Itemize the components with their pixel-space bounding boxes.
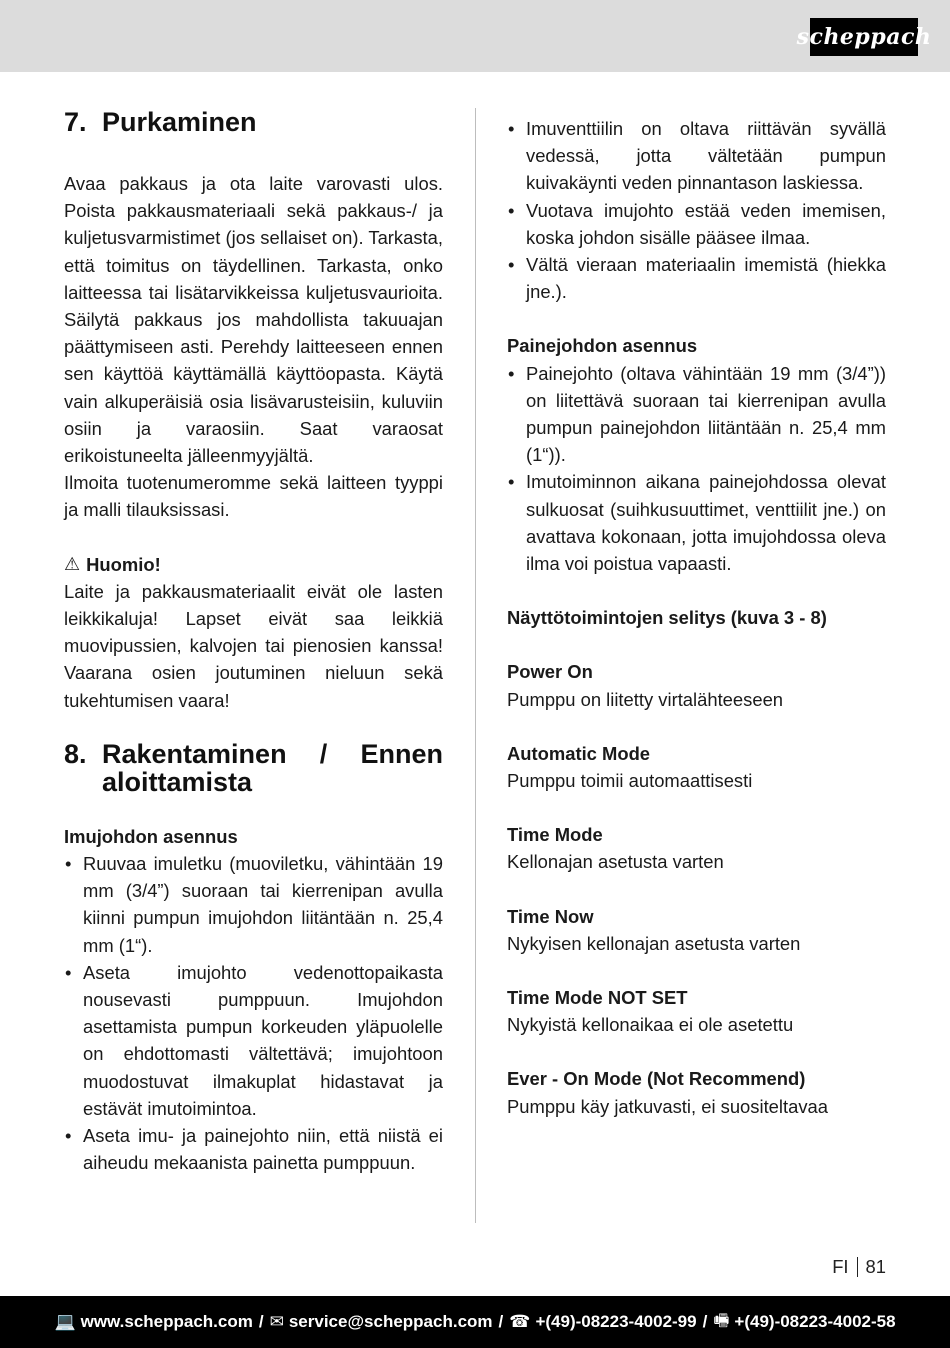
list-item: • Painejohto (oltava vähintään 19 mm (3/4”)) on liitettävä suoraan tai kierrenipan avulla pumpun painejohdon liitäntään n. 25,4 mm (1“)). [507,360,886,469]
mode-name: Automatic Mode [507,742,651,764]
left-column [64,108,443,1177]
mode-description: Pumppu käy jatkuvasti, ei suositeltavaa [507,1095,828,1117]
section-title: Purkaminen [102,107,257,137]
pressure-subheading: Painejohdon asennus [507,335,698,357]
page-number-value: 81 [865,1256,886,1277]
mode-description: Kellonajan asetusta varten [507,851,724,873]
mode-description: Pumppu toimii automaattisesti [507,770,753,792]
section-8-heading [64,740,443,796]
list-item: • Vältä vieraan materiaalin imemistä (hiekka jne.). [507,251,886,305]
order-info-paragraph: Ilmoita tuotenumeromme sekä laitteen tyyppi ja malli tilauksissasi. [64,472,443,521]
mode-automatic [507,740,886,794]
pressure-bullet-list [507,360,886,578]
warning-heading [64,551,443,578]
mode-ever-on [507,1065,886,1119]
page-number [832,1256,886,1278]
phone-number: +(49)-08223-4002-99 [535,1312,697,1331]
section-number: 7. [64,107,87,137]
website-link[interactable]: www.scheppach.com [80,1312,253,1331]
mode-name: Time Mode [507,824,603,846]
mode-name: Time Mode NOT SET [507,987,688,1009]
mode-name: Time Now [507,905,594,927]
suction-bullet-list [64,850,443,1176]
envelope-icon: ✉ [269,1312,284,1331]
list-item: • Vuotava imujohto estää veden imemisen, koska johdon sisälle pääsee ilmaa. [507,197,886,251]
email-link[interactable]: service@scheppach.com [288,1312,493,1331]
list-item: • Imuventtiilin on oltava riittävän syvällä vedessä, jotta vältetään pumpun kuivakäynti veden pinnantason laskiessa. [507,115,886,197]
language-code: FI [832,1256,849,1277]
footer-separator: / [498,1312,504,1331]
mode-time-not-set [507,984,886,1038]
mode-name: Power On [507,661,593,683]
suction-subheading: Imujohdon asennus [64,825,238,847]
fax-icon: 🖷 [713,1310,730,1330]
warning-paragraph: Laite ja pakkausmateriaalit eivät ole lasten leikkikaluja! Lapset eivät saa leikkiä muovipussien, kalvojen tai pienosien kanssa! Vaarana osien joutuminen nieluun sekä tukehtumisen vaara! [64,580,443,711]
footer-separator: / [702,1312,708,1331]
mode-power-on [507,658,886,712]
section-7-heading [64,108,443,136]
mode-description: Nykyisen kellonajan asetusta varten [507,932,801,954]
mode-description: Pumppu on liitetty virtalähteeseen [507,688,784,710]
warning-triangle-icon: ⚠ [64,553,81,574]
display-functions-heading: Näyttötoimintojen selitys (kuva 3 - 8) [507,607,827,629]
unpacking-paragraph: Avaa pakkaus ja ota laite varovasti ulos. Poista pakkausmateriaali sekä pakkaus-/ ja kuljetusvarmistimet (jos sellaiset on). Tarkasta, että toimitus on täydellinen. Tarkasta, onko laitteessa tai lisätarvikkeissa kuljetusvaurioita. Säilytä pakkaus jos mahdollista takuuajan päättymiseen asti. Perehdy laitteeseen ennen sen käyttöä käyttämällä käyttöopasta. Käytä vain alkuperäisiä osia lisävarusteisiin, kuluviin osiin ja varaosiin. Saat varaosat erikoistuneelta jälleenmyyjältä. [64,173,443,467]
fax-number: +(49)-08223-4002-58 [734,1312,896,1331]
right-column [507,115,886,1120]
suction-notes-list [507,115,886,305]
mode-name: Ever - On Mode (Not Recommend) [507,1068,806,1090]
telephone-icon: ☎ [509,1312,531,1331]
contact-footer [0,1296,950,1348]
scheppach-logo: scheppach [810,18,918,56]
computer-icon: 💻 [54,1312,76,1331]
header-bar [0,0,950,72]
list-item: • Imutoiminnon aikana painejohdossa olevat sulkuosat (suihkusuuttimet, venttiilit jne.) on avattava kokonaan, jotta imujohdossa oleva ilma voi poistua vapaasti. [507,468,886,577]
mode-time-now [507,903,886,957]
footer-separator: / [258,1312,264,1331]
list-item: • Ruuvaa imuletku (muoviletku, vähintään 19 mm (3/4”) suoraan tai kierrenipan avulla kiinni pumpun imujohdon liitäntään n. 25,4 mm (1“). [64,850,443,959]
page-number-separator [857,1257,858,1277]
column-divider [475,108,476,1223]
list-item: • Aseta imu- ja painejohto niin, että niistä ei aiheudu mekaanista painetta pumppuun. [64,1122,443,1176]
mode-time [507,821,886,875]
section-number: 8. [64,738,87,769]
warning-title: Huomio! [86,553,161,575]
section-title: Rakentaminen / Ennen aloittamista [102,738,443,797]
list-item: • Aseta imujohto vedenottopaikasta nousevasti pumppuun. Imujohdon asettamista pumpun korkeuden yläpuolelle on ehdottomasti vältettävä; imujohtoon muodostuvat ilmakuplat hidastavat ja estävät imutoimintoa. [64,959,443,1122]
mode-description: Nykyistä kellonaikaa ei ole asetettu [507,1014,794,1036]
